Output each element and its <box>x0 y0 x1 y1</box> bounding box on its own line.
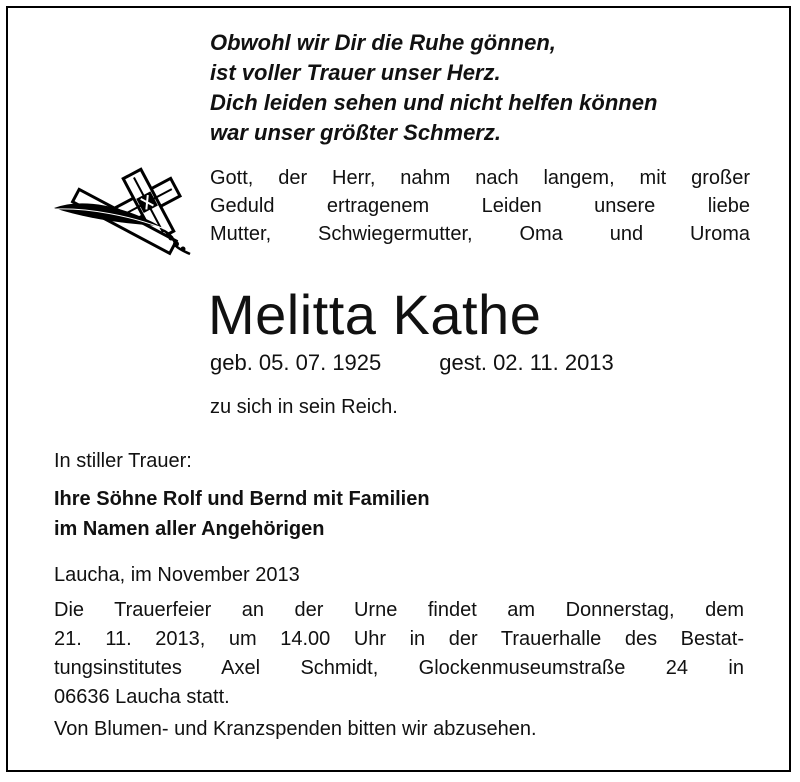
intro-line: Geduld ertragenem Leiden unsere liebe <box>210 195 750 217</box>
cross-with-feather-icon <box>50 164 200 264</box>
poem-line: ist voller Trauer unser Herz. <box>210 60 501 85</box>
intro-line: Gott, der Herr, nahm nach langem, mit großer <box>210 167 750 189</box>
poem-line: Dich leiden sehen und nicht helfen können <box>210 90 658 115</box>
poem <box>210 28 657 148</box>
life-dates <box>210 350 614 376</box>
intro-line: Mutter, Schwiegermutter, Oma und Uroma <box>210 223 750 245</box>
mourning-label: In stiller Trauer: <box>54 450 192 472</box>
ceremony-line: 06636 Laucha statt. <box>54 686 230 708</box>
deceased-name: Melitta Kathe <box>208 283 542 346</box>
ceremony-line: 21. 11. 2013, um 14.00 Uhr in der Trauerhalle des Bestat- <box>54 628 744 650</box>
family-line: Ihre Söhne Rolf und Bernd mit Familien <box>54 488 430 510</box>
place-date: Laucha, im November 2013 <box>54 564 300 586</box>
ceremony-line: Die Trauerfeier an der Urne findet am Donnerstag, dem <box>54 599 744 621</box>
family-names <box>54 484 430 544</box>
death-date: gest. 02. 11. 2013 <box>439 350 614 375</box>
ceremony-notice <box>54 596 744 712</box>
poem-line: Obwohl wir Dir die Ruhe gönnen, <box>210 30 556 55</box>
ceremony-line: tungsinstitutes Axel Schmidt, Glockenmuseumstraße 24 in <box>54 657 744 679</box>
intro-text <box>210 164 750 248</box>
flowers-note: Von Blumen- und Kranzspenden bitten wir abzusehen. <box>54 718 537 740</box>
poem-line: war unser größter Schmerz. <box>210 120 501 145</box>
family-line: im Namen aller Angehörigen <box>54 518 325 540</box>
reich-line: zu sich in sein Reich. <box>210 396 398 418</box>
birth-date: geb. 05. 07. 1925 <box>210 350 382 375</box>
